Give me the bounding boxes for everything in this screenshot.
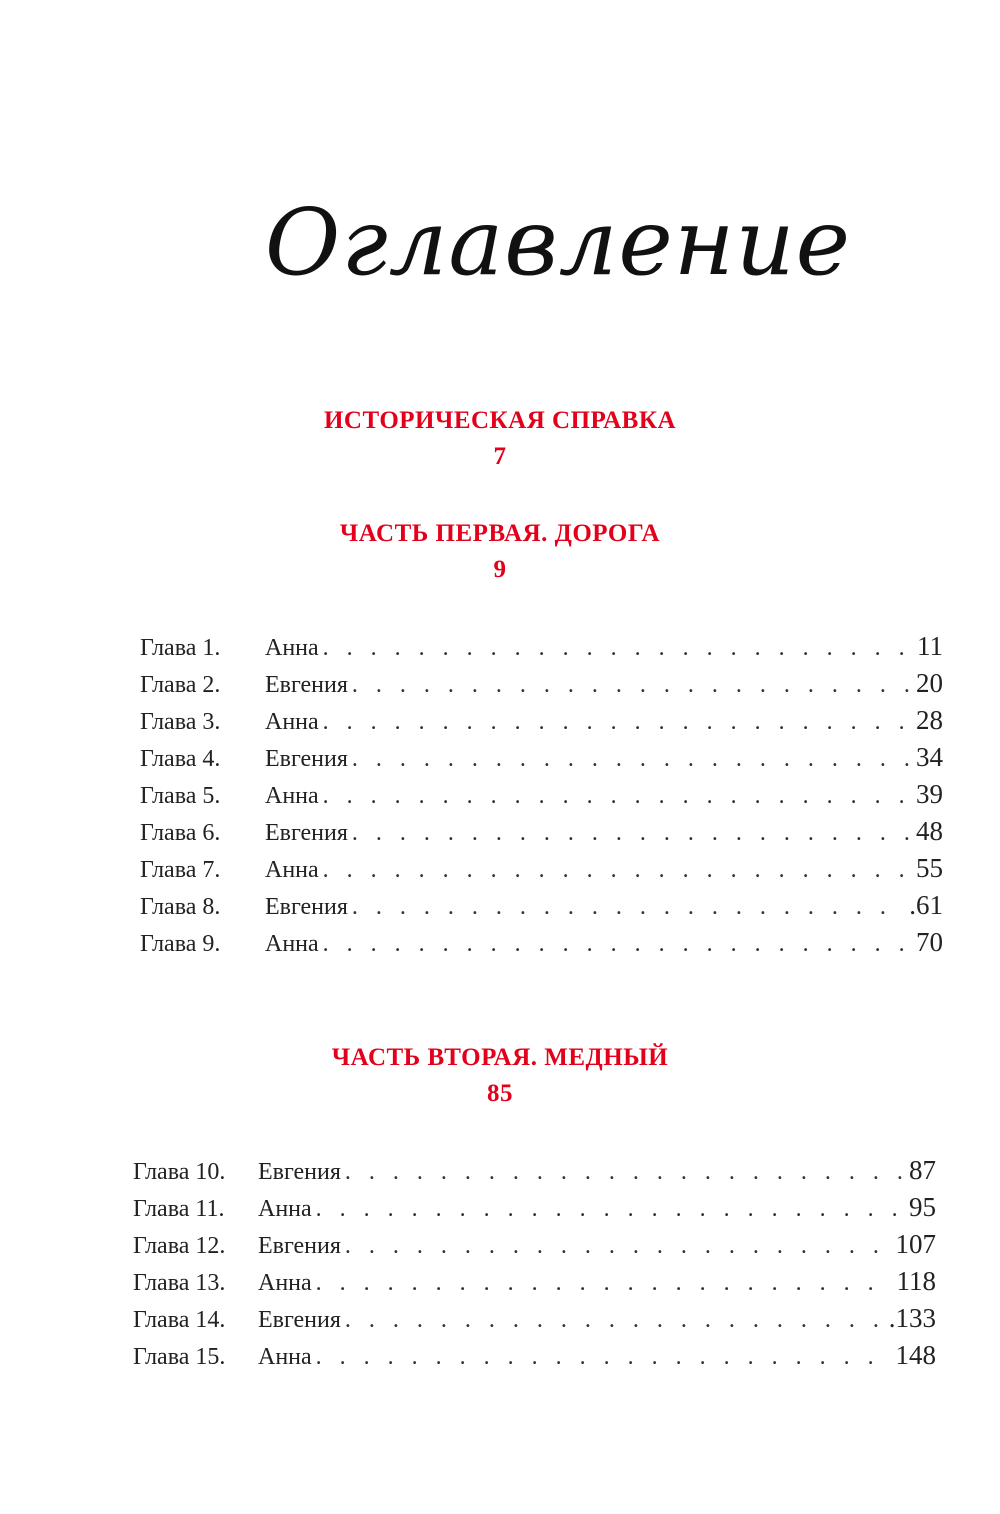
chapter-title: Евгения <box>258 1159 341 1185</box>
chapter-title: Евгения <box>265 672 348 698</box>
dot-leader <box>352 741 912 778</box>
chapter-number: Глава 7. <box>140 857 221 883</box>
toc-row[interactable] <box>140 813 943 850</box>
toc-row[interactable] <box>140 702 943 739</box>
section-part-one[interactable] <box>0 516 1000 588</box>
chapter-number: Глава 4. <box>140 746 221 772</box>
chapter-number: Глава 6. <box>140 820 221 846</box>
dot-leader <box>352 889 905 926</box>
page-number: 55 <box>916 853 943 883</box>
section-label: ИСТОРИЧЕСКАЯ СПРАВКА <box>323 407 677 434</box>
page-number: 11 <box>917 631 943 661</box>
chapter-title: Евгения <box>265 820 348 846</box>
toc-row[interactable] <box>140 776 943 813</box>
section-part-two[interactable] <box>0 1040 1000 1112</box>
dot-leader <box>323 630 913 667</box>
page-number: 118 <box>896 1266 936 1296</box>
chapter-number: Глава 11. <box>133 1196 225 1222</box>
chapter-title: Анна <box>265 709 319 735</box>
page-number: 20 <box>916 668 943 698</box>
toc-row[interactable] <box>133 1337 936 1374</box>
dot-leader <box>345 1154 905 1191</box>
page-number: 107 <box>895 1229 936 1259</box>
page-number: 87 <box>909 1155 936 1185</box>
chapter-title: Анна <box>265 635 319 661</box>
page-number: 39 <box>916 779 943 809</box>
chapter-number: Глава 15. <box>133 1344 226 1370</box>
chapter-title: Евгения <box>258 1307 341 1333</box>
chapter-title: Анна <box>258 1196 312 1222</box>
dot-leader <box>323 704 912 741</box>
chapter-title: Анна <box>265 857 319 883</box>
page-number: 95 <box>909 1192 936 1222</box>
chapter-number: Глава 2. <box>140 672 221 698</box>
chapter-number: Глава 5. <box>140 783 221 809</box>
toc-row[interactable] <box>140 924 943 961</box>
dot-leader <box>323 852 912 889</box>
section-page-number: 7 <box>493 443 507 470</box>
page-number: 34 <box>916 742 943 772</box>
page-number: 28 <box>916 705 943 735</box>
page-title: Оглавление <box>264 189 852 296</box>
chapter-number: Глава 3. <box>140 709 221 735</box>
dot-leader <box>345 1228 892 1265</box>
section-label: ЧАСТЬ ПЕРВАЯ. ДОРОГА <box>339 520 661 547</box>
chapter-title: Евгения <box>265 746 348 772</box>
chapter-number: Глава 1. <box>140 635 221 661</box>
toc-row[interactable] <box>133 1226 936 1263</box>
page-number: 148 <box>895 1340 936 1370</box>
dot-leader <box>323 778 912 815</box>
toc-row[interactable] <box>133 1152 936 1189</box>
toc-list-part-one <box>140 628 943 961</box>
chapter-title: Анна <box>258 1270 312 1296</box>
chapter-number: Глава 9. <box>140 931 221 957</box>
chapter-title: Евгения <box>258 1233 341 1259</box>
dot-leader <box>316 1191 905 1228</box>
section-label: ЧАСТЬ ВТОРАЯ. МЕДНЫЙ <box>331 1044 669 1071</box>
toc-row[interactable] <box>133 1300 936 1337</box>
dot-leader <box>316 1265 893 1302</box>
page-number: .61 <box>909 890 943 920</box>
toc-row[interactable] <box>140 739 943 776</box>
chapter-title: Анна <box>265 783 319 809</box>
chapter-title: Евгения <box>265 894 348 920</box>
page-number: 70 <box>916 927 943 957</box>
chapter-number: Глава 10. <box>133 1159 226 1185</box>
chapter-number: Глава 8. <box>140 894 221 920</box>
toc-row[interactable] <box>140 628 943 665</box>
page-number: .133 <box>888 1303 936 1333</box>
section-historical-note[interactable] <box>0 403 1000 475</box>
chapter-title: Анна <box>265 931 319 957</box>
dot-leader <box>323 926 912 963</box>
toc-row[interactable] <box>133 1189 936 1226</box>
section-page-number: 85 <box>487 1080 513 1107</box>
toc-list-part-two <box>133 1152 936 1374</box>
chapter-number: Глава 13. <box>133 1270 226 1296</box>
dot-leader <box>352 667 912 704</box>
page-number: 48 <box>916 816 943 846</box>
dot-leader <box>352 815 912 852</box>
section-page-number: 9 <box>493 556 507 583</box>
toc-row[interactable] <box>133 1263 936 1300</box>
dot-leader <box>316 1339 892 1376</box>
toc-row[interactable] <box>140 665 943 702</box>
dot-leader <box>345 1302 885 1339</box>
chapter-number: Глава 14. <box>133 1307 226 1333</box>
toc-row[interactable] <box>140 850 943 887</box>
chapter-title: Анна <box>258 1344 312 1370</box>
chapter-number: Глава 12. <box>133 1233 226 1259</box>
toc-row[interactable] <box>140 887 943 924</box>
